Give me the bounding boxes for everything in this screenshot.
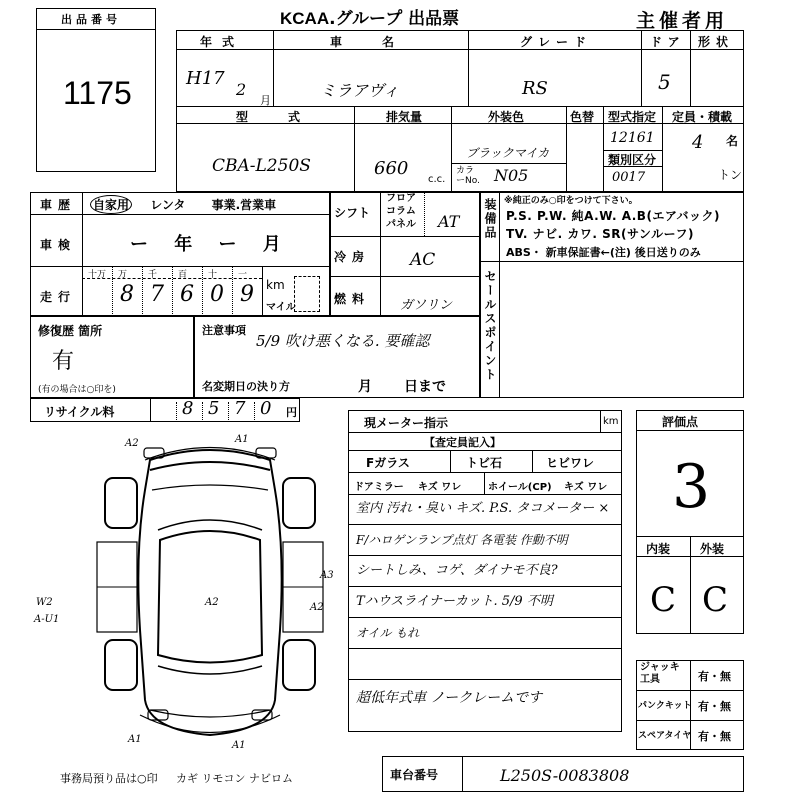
equipment-line1: P.S. P.W. 純A.W. A.B(エアバック) (506, 209, 720, 223)
score-label: 評価点 (662, 415, 699, 429)
interior-label: 内装 (646, 542, 671, 556)
recycle-digits: 8 5 7 0 (150, 398, 300, 422)
spare-label: スペアタイヤ (638, 731, 692, 741)
organizer-label: 主催者用 (636, 10, 729, 32)
spare-opt[interactable]: 有・無 (698, 730, 731, 743)
history-label: 車歴 (40, 198, 77, 212)
inspection-value: ー 年 ー 月 (130, 234, 291, 255)
lot-box (36, 8, 156, 172)
capacity-unit: 名 (726, 134, 739, 148)
shape-label: 形状 (698, 35, 735, 49)
load-unit: トン (718, 168, 743, 182)
shift-label: シフト (334, 206, 371, 220)
mirror-label: ドアミラー (354, 482, 404, 493)
mark-left-au1: A-U1 (34, 614, 60, 625)
equipment-line3: ABS・ 新車保証書←(注) 後日送りのみ (506, 246, 701, 259)
note-line: 室内 汚れ・臭い キズ. P.S. タコメーター × (348, 494, 622, 525)
sales-point-block (480, 262, 744, 398)
mark-side-right-upper: A3 (320, 570, 334, 581)
mirror-opt: キズ ワレ (418, 482, 462, 493)
capacity-value: 4 (692, 132, 704, 153)
meter-unit: km (603, 416, 619, 427)
chassis-label: 車台番号 (390, 768, 439, 782)
inspector-notes (348, 494, 622, 716)
car-diagram (34, 430, 350, 760)
repair-note: (有の場合は○印を) (38, 385, 116, 395)
mile-checkbox[interactable] (294, 276, 320, 312)
ac-label: 冷房 (334, 250, 371, 264)
glass-label: Fガラス (366, 456, 410, 470)
history-opt-private[interactable]: 自家用 (90, 195, 132, 214)
color-no-label: カラーNo. (456, 166, 480, 186)
model-value: CBA-L250S (212, 156, 311, 176)
wheel-fl (105, 478, 137, 528)
wheel-opt: キズ ワレ (564, 482, 608, 493)
mark-rear-left: A1 (128, 734, 142, 745)
deadline-day: 日まで (404, 379, 446, 395)
mark-center: A2 (205, 597, 219, 608)
sales-point-label: セールスポイント (483, 270, 497, 382)
meter-label: 現メーター指示 (364, 416, 449, 430)
wheel-rr (283, 640, 315, 690)
equipment-note: ※純正のみ○印をつけて下さい。 (504, 196, 638, 206)
color-change-label: 色替 (570, 110, 595, 124)
fuel-label: 燃料 (334, 292, 371, 306)
exterior-color-value: ブラックマイカ (466, 146, 550, 160)
mileage-unit-alt: マイル (266, 302, 296, 313)
chassis-value: L250S-0083808 (500, 766, 630, 785)
capacity-label: 定員・積載 (672, 110, 733, 124)
fuel-value: ガソリン (400, 298, 453, 313)
year-value: H17 (186, 68, 225, 89)
glass-opt1: トビ石 (466, 456, 503, 470)
year-label: 年式 (200, 35, 245, 49)
interior-value: C (650, 580, 677, 620)
recycle-label: リサイクル料 (44, 405, 115, 419)
note-line: オイル もれ (348, 618, 622, 649)
mark-side-right-lower: A2 (310, 602, 324, 613)
history-opt-rental[interactable]: レンタ (150, 198, 186, 212)
logo-text: KCAA (280, 9, 330, 28)
category-value: 0017 (612, 170, 646, 185)
puncture-opt[interactable]: 有・無 (698, 700, 731, 713)
score-value: 3 (672, 452, 711, 522)
grade-label: グレード (520, 35, 593, 49)
notice-label: 注意事項 (202, 324, 246, 337)
cc-unit: c.c. (428, 174, 446, 185)
ac-value: AC (410, 250, 436, 270)
wheel-label: ホイール(CP) (488, 482, 552, 493)
month-value: 2 (236, 80, 247, 99)
name-label: 車名 (330, 35, 435, 49)
history-opt-commercial[interactable]: 事業.営業車 (211, 198, 277, 212)
mark-rear-right: A1 (232, 740, 246, 751)
shift-value: AT (438, 212, 460, 231)
deadline-label: 名変期日の決り方 (202, 380, 290, 393)
exterior-color-label: 外装色 (488, 110, 525, 124)
type-designation-value: 12161 (610, 130, 655, 146)
repair-label: 修復歴 箇所 (38, 324, 103, 338)
shift-options: フロア コラム パネル (386, 193, 416, 230)
exterior-label: 外装 (700, 542, 725, 556)
jack-label: ジャッキ工具 (640, 662, 680, 685)
mileage-digits: 十万 万 千 百 十 一 8 7 6 0 9 (82, 266, 262, 316)
mileage-label: 走行 (40, 290, 77, 304)
note-line: シートしみ、コゲ、ダイナモ不良? (348, 556, 622, 587)
category-label: 類別区分 (608, 153, 657, 167)
month-unit: 月 (260, 94, 271, 107)
footer-items: カギ リモコン ナビロム (176, 772, 293, 785)
model-label: 型式 (236, 110, 341, 124)
color-no-value: N05 (494, 166, 529, 185)
displacement-value: 660 (374, 158, 409, 179)
deadline-month: 月 (358, 379, 372, 395)
mileage-unit: km (266, 278, 285, 292)
jack-opt[interactable]: 有・無 (698, 670, 731, 683)
section-label: 【査定員記入】 (424, 436, 501, 449)
mark-front-right: A1 (235, 434, 249, 445)
repair-value: 有 (52, 349, 75, 374)
recycle-unit: 円 (286, 406, 297, 419)
note-line (348, 649, 622, 680)
glass-opt2: ヒビワレ (546, 456, 595, 470)
lot-label: 出品番号 (61, 13, 121, 26)
note-line: Tハウスライナーカット. 5/9 不明 (348, 587, 622, 618)
form-title (280, 4, 459, 29)
puncture-label: パンクキット (638, 701, 692, 711)
office-note: 事務局預り品は○印 (60, 772, 158, 785)
equipment-label: 装備品 (483, 198, 497, 240)
exterior-value: C (702, 580, 729, 620)
equipment-line2: TV. ナビ. カワ. SR(サンルーフ) (506, 227, 694, 241)
mark-front-left: A2 (125, 438, 139, 449)
wheel-rl (105, 640, 137, 690)
wheel-fr (283, 478, 315, 528)
notice-value: 5/9 吹け悪くなる. 要確認 (256, 332, 430, 350)
type-designation-label: 型式指定 (608, 110, 657, 124)
mark-left-w2: W2 (36, 597, 53, 608)
inspection-label: 車検 (40, 238, 77, 252)
history-options (90, 195, 276, 214)
title-suffix: .グループ 出品票 (329, 9, 460, 29)
note-line: 超低年式車 ノークレームです (356, 690, 543, 706)
note-line: F/ハロゲンランプ点灯 各電装 作動不明 (348, 525, 622, 556)
name-value: ミラアヴィ (320, 81, 400, 100)
lot-number: 1175 (63, 75, 132, 111)
doors-label: ドア (650, 35, 686, 49)
grade-value: RS (522, 78, 548, 99)
displacement-label: 排気量 (386, 110, 423, 124)
doors-value: 5 (658, 70, 671, 94)
